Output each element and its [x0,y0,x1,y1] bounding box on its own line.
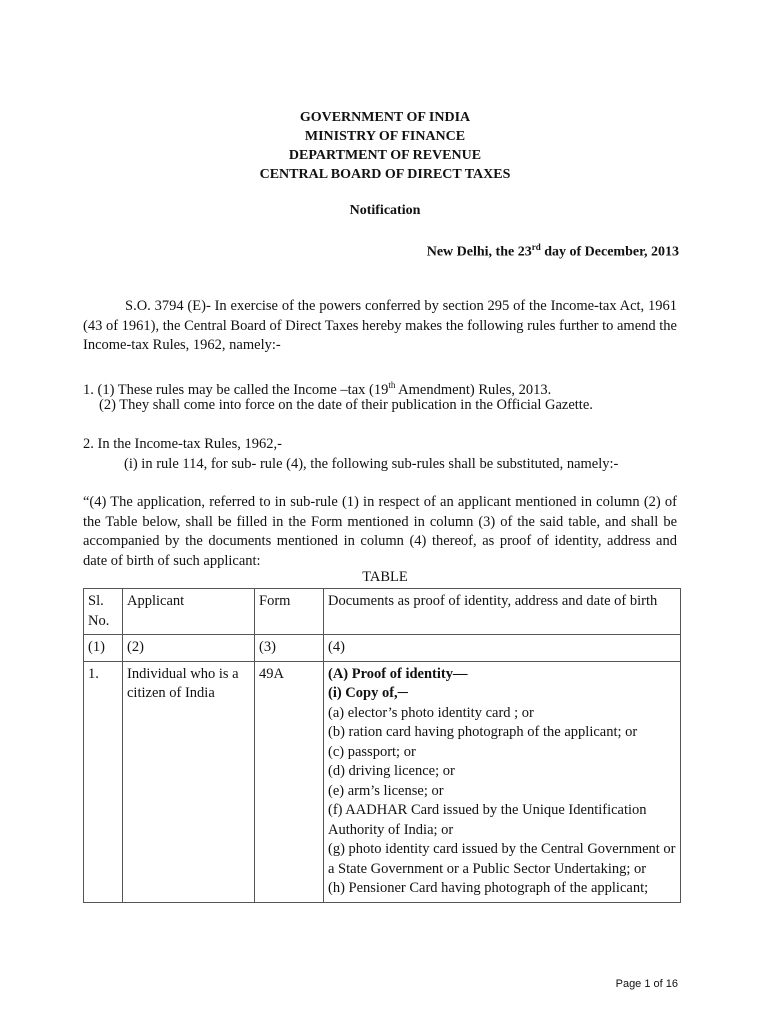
notification-title: Notification [349,203,421,218]
doc-item-ration-card: (b) ration card having photograph of the applicant; or [328,724,638,740]
sub-rule-4-paragraph: “(4) The application, referred to in sub-rule (1) in respect of an applicant mentioned in column (2) of the Table below, shall be filled in the Form mentioned in column (3) of the said table, and shall be accompanied by the documents mentioned in column (4) thereof, as proof of identity, address and date of birth of such applicant: [83,494,677,569]
rule-2-line-1: 2. In the Income-tax Rules, 1962,- [83,436,282,452]
table-row [84,661,681,902]
numbering-col-2: (2) [123,635,255,662]
header-sl-no: Sl. No. [84,589,123,635]
numbering-col-4: (4) [324,635,681,662]
table-numbering-row [84,635,681,662]
header-documents: Documents as proof of identity, address and date of birth [324,589,681,635]
date-rest: day of December, 2013 [540,244,679,260]
rule-1-ordinal: th [388,380,396,390]
doc-item-arms-license: (e) arm’s license; or [328,782,444,799]
table-caption: TABLE [362,569,408,585]
doc-item-govt-photo-id: (g) photo identity card issued by the Central Government or a State Government or a Public Sector Undertaking; or [328,841,676,877]
intro-paragraph: S.O. 3794 (E)- In exercise of the powers conferred by section 295 of the Income-tax Act, 1961 (43 of 1961), the Central Board of Direct Taxes hereby makes the following rules further to amend the Income-tax Rules, 1962, namely:- [83,298,677,353]
date-prefix: New Delhi, the 23 [426,244,532,260]
header-department: DEPARTMENT OF REVENUE [288,148,482,163]
doc-item-pensioner-card: (h) Pensioner Card having photograph of the applicant; [328,880,649,896]
document-header [0,108,770,184]
rule-1-prefix: 1. (1) These rules may be called the Income –tax (19 [83,381,389,398]
row-sl-no: 1. [84,661,123,902]
row-applicant: Individual who is a citizen of India [123,661,255,902]
date-ordinal: rd [531,242,541,252]
doc-item-elector-card: (a) elector’s photo identity card ; or [328,704,534,721]
page-number: Page 1 of 16 [615,978,678,990]
table-header-row [84,589,681,635]
copy-of-subheading: (i) Copy of,─ [328,685,408,701]
row-documents [324,661,681,902]
numbering-col-3: (3) [255,635,324,662]
header-form: Form [255,589,324,635]
doc-item-passport: (c) passport; or [328,743,416,760]
doc-item-driving-licence: (d) driving licence; or [328,763,455,779]
documents-table [83,588,681,903]
doc-item-aadhar-card: (f) AADHAR Card issued by the Unique Identification Authority of India; or [328,802,647,838]
numbering-col-1: (1) [84,635,123,662]
rule-2-line-2: (i) in rule 114, for sub- rule (4), the following sub-rules shall be substituted, namely:- [124,456,619,472]
header-ministry: MINISTRY OF FINANCE [304,129,466,144]
row-form: 49A [255,661,324,902]
proof-of-identity-heading: (A) Proof of identity— [328,665,468,682]
header-applicant: Applicant [123,589,255,635]
rule-1-rest: Amendment) Rules, 2013. [395,381,552,398]
rule-1-line-2: (2) They shall come into force on the date of their publication in the Official Gazette. [99,397,593,413]
header-government: GOVERNMENT OF INDIA [299,110,471,125]
header-board: CENTRAL BOARD OF DIRECT TAXES [259,167,511,182]
notification-date [427,242,679,261]
